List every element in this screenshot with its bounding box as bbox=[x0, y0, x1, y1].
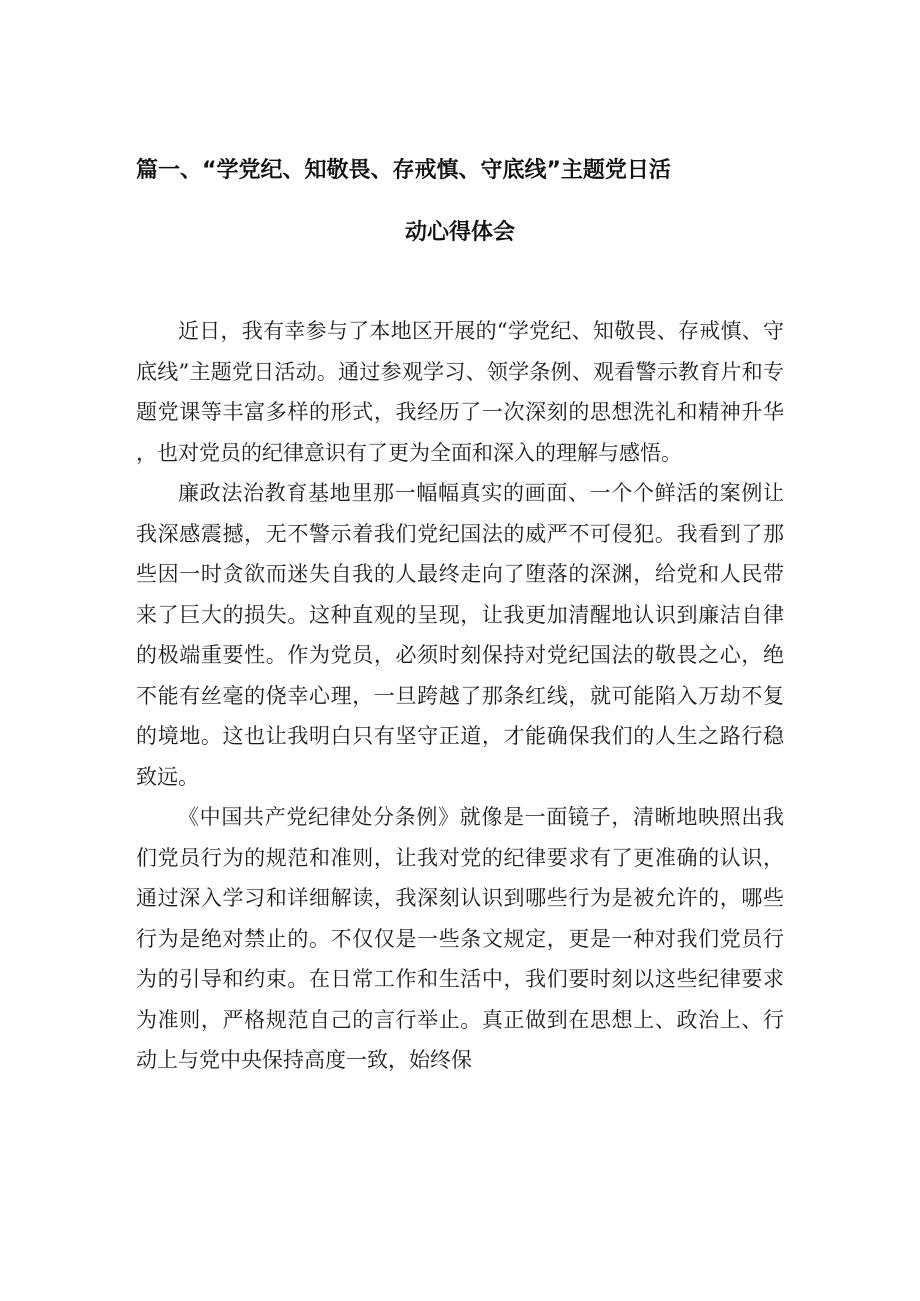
document-title-line-1: 篇一、“学党纪、知敬畏、存戒慎、守底线”主题党日活 bbox=[136, 158, 671, 183]
paragraph-2: 廉政法治教育基地里那一幅幅真实的画面、一个个鲜活的案例让我深感震撼，无不警示着我们党纪国法的威严不可侵犯。我看到了那些因一时贪欲而迷失自我的人最终走向了堕落的深渊，给党和人民带来了巨大的损失。这种直观的呈现，让我更加清醒地认识到廉洁自律的极端重要性。作为党员，必须时刻保持对党纪国法的敬畏之心，绝不能有丝毫的侥幸心理，一旦跨越了那条红线，就可能陷入万劫不复的境地。这也让我明白只有坚守正道，才能确保我们的人生之路行稳致远。 bbox=[136, 481, 784, 789]
paragraph-3: 《中国共产党纪律处分条例》就像是一面镜子，清晰地映照出我们党员行为的规范和准则，让我对党的纪律要求有了更准确的认识，通过深入学习和详细解读，我深刻认识到哪些行为是被允许的，哪些行为是绝对禁止的。不仅仅是一些条文规定，更是一种对我们党员行为的引导和约束。在日常工作和生活中，我们要时刻以这些纪律要求为准则，严格规范自己的言行举止。真正做到在思想上、政治上、行动上与党中央保持高度一致，始终保 bbox=[136, 805, 784, 1072]
document-title-line-2: 动心得体会 bbox=[404, 220, 515, 245]
document-body bbox=[136, 311, 784, 1081]
paragraph-1: 近日，我有幸参与了本地区开展的“学党纪、知敬畏、存戒慎、守底线”主题党日活动。通过参观学习、领学条例、观看警示教育片和专题党课等丰富多样的形式，我经历了一次深刻的思想洗礼和精神升华，也对党员的纪律意识有了更为全面和深入的理解与感悟。 bbox=[136, 319, 784, 465]
